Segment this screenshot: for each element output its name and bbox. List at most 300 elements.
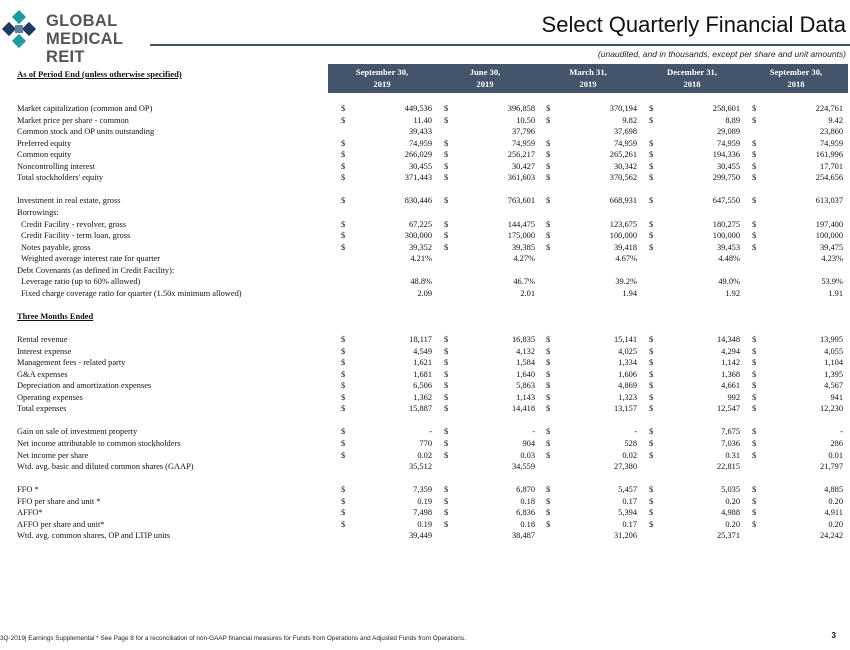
table-cell: 74,959 <box>613 138 637 148</box>
table-row <box>0 253 850 264</box>
table-row <box>0 161 850 172</box>
table-row <box>0 392 850 403</box>
dollar-sign: $ <box>649 150 654 160</box>
table-cell: 12,547 <box>716 404 740 414</box>
row-label: Debt Covenants (as defined in Credit Facility): <box>17 265 175 275</box>
row-label: Credit Facility - term loan, gross <box>21 231 131 241</box>
dollar-sign: $ <box>444 115 449 125</box>
dollar-sign: $ <box>649 161 654 171</box>
table-cell: 144,475 <box>507 219 535 229</box>
table-cell: 1.91 <box>828 288 843 298</box>
dollar-sign: $ <box>444 381 449 391</box>
table-cell: 396,858 <box>507 104 535 113</box>
table-cell: 18,117 <box>409 335 432 344</box>
dollar-sign: $ <box>752 138 757 148</box>
dollar-sign: $ <box>546 196 551 206</box>
dollar-sign: $ <box>546 219 551 229</box>
table-row <box>0 207 850 218</box>
table-cell: 37,698 <box>613 127 637 137</box>
dollar-sign: $ <box>546 346 551 356</box>
table-cell: 48.8% <box>410 277 432 287</box>
table-cell: 0.02 <box>622 450 637 460</box>
table-cell: 1,323 <box>618 392 637 402</box>
column-header <box>746 66 846 90</box>
table-cell: 35,512 <box>408 462 432 472</box>
dollar-sign: $ <box>341 485 346 495</box>
dollar-sign: $ <box>341 450 346 460</box>
table-cell: 7,359 <box>413 485 432 495</box>
table-cell: 7,498 <box>413 508 432 518</box>
table-cell: 29,089 <box>716 127 740 137</box>
page-number: 3 <box>831 631 836 640</box>
dollar-sign: $ <box>752 231 757 241</box>
dollar-sign: $ <box>444 496 449 506</box>
dollar-sign: $ <box>752 150 757 160</box>
row-label: Notes payable, gross <box>21 242 91 252</box>
table-cell: 34,559 <box>511 462 535 472</box>
table-cell: 7,675 <box>721 427 740 437</box>
table-cell: 39,475 <box>819 242 843 252</box>
table-cell: 21,797 <box>819 462 843 472</box>
table-cell: 15,887 <box>408 404 432 414</box>
table-row <box>0 496 850 507</box>
row-label: Fixed charge coverage ratio for quarter (1.50x minimum allowed) <box>21 288 242 298</box>
row-label: FFO * <box>17 485 39 495</box>
table-cell: 4.27% <box>513 254 535 264</box>
dollar-sign: $ <box>546 519 551 529</box>
dollar-sign: $ <box>546 438 551 448</box>
dollar-sign: $ <box>752 381 757 391</box>
column-header-line1: June 30, <box>469 67 501 77</box>
dollar-sign: $ <box>444 335 449 344</box>
table-cell: 180,275 <box>712 219 740 229</box>
table-row <box>0 426 850 437</box>
dollar-sign: $ <box>649 358 654 368</box>
table-cell: 39.2% <box>615 277 637 287</box>
dollar-sign: $ <box>444 346 449 356</box>
table-cell: - <box>840 427 843 437</box>
dollar-sign: $ <box>546 138 551 148</box>
row-label: Borrowings: <box>17 207 59 217</box>
table-cell: 74,959 <box>408 138 432 148</box>
page-title: Select Quarterly Financial Data <box>541 12 846 37</box>
table-cell: 4.48% <box>718 254 740 264</box>
table-cell: 25,371 <box>716 531 740 541</box>
table-row <box>0 507 850 518</box>
table-cell: 7,036 <box>721 438 740 448</box>
table-cell: 1,584 <box>516 358 535 368</box>
dollar-sign: $ <box>341 231 346 241</box>
table-cell: 30,455 <box>408 161 432 171</box>
logo-line-1: GLOBAL <box>46 12 118 30</box>
company-logo <box>0 6 150 66</box>
dollar-sign: $ <box>444 519 449 529</box>
table-row <box>0 369 850 380</box>
row-label: Wtd. avg. basic and diluted common shares (GAAP) <box>17 462 194 472</box>
table-row <box>0 115 850 126</box>
dollar-sign: $ <box>444 508 449 518</box>
dollar-sign: $ <box>752 519 757 529</box>
dollar-sign: $ <box>649 231 654 241</box>
table-cell: 194,336 <box>712 150 740 160</box>
table-cell: 5,035 <box>721 485 740 495</box>
table-row <box>0 288 850 299</box>
dollar-sign: $ <box>444 196 449 206</box>
table-cell: - <box>634 427 637 437</box>
dollar-sign: $ <box>341 381 346 391</box>
table-cell: 0.20 <box>725 519 740 529</box>
dollar-sign: $ <box>444 358 449 368</box>
table-cell: 9.82 <box>622 115 637 125</box>
table-cell: 0.17 <box>622 519 637 529</box>
table-cell: 1,621 <box>413 358 432 368</box>
table-cell: - <box>532 427 535 437</box>
table-cell: 256,217 <box>507 150 535 160</box>
table-cell: 770 <box>419 438 432 448</box>
section-title: Three Months Ended <box>17 311 94 321</box>
table-cell: 14,418 <box>511 404 535 414</box>
table-cell: 1,143 <box>516 392 535 402</box>
row-label: FFO per share and unit * <box>17 496 101 506</box>
table-cell: 4,661 <box>721 381 740 391</box>
dollar-sign: $ <box>444 104 449 113</box>
dollar-sign: $ <box>752 508 757 518</box>
table-cell: 100,000 <box>815 231 843 241</box>
table-row <box>0 461 850 472</box>
table-cell: 74,959 <box>819 138 843 148</box>
table-cell: 0.20 <box>828 519 843 529</box>
table-cell: 0.20 <box>725 496 740 506</box>
table-cell: 0.19 <box>417 496 432 506</box>
dollar-sign: $ <box>546 450 551 460</box>
table-cell: 161,996 <box>815 150 843 160</box>
table-cell: 9.42 <box>828 115 843 125</box>
row-label: Market price per share - common <box>17 115 129 125</box>
dollar-sign: $ <box>752 438 757 448</box>
row-label: AFFO per share and unit* <box>17 519 105 529</box>
dollar-sign: $ <box>649 392 654 402</box>
dollar-sign: $ <box>546 369 551 379</box>
row-label: Noncontrolling interest <box>17 161 95 171</box>
table-cell: 53.9% <box>821 277 843 287</box>
dollar-sign: $ <box>546 173 551 183</box>
table-row <box>0 519 850 530</box>
row-label: Market capitalization (common and OP) <box>17 104 153 113</box>
table-cell: 8.89 <box>725 115 740 125</box>
row-label: G&A expenses <box>17 369 68 379</box>
dollar-sign: $ <box>341 173 346 183</box>
table-cell: 4.67% <box>615 254 637 264</box>
table-cell: 258,601 <box>712 104 740 113</box>
row-label: Interest expense <box>17 346 72 356</box>
table-cell: 370,562 <box>609 173 637 183</box>
table-cell: 992 <box>727 392 740 402</box>
table-cell: 74,959 <box>511 138 535 148</box>
table-cell: 6,870 <box>516 485 535 495</box>
table-cell: 1,142 <box>721 358 740 368</box>
dollar-sign: $ <box>752 404 757 414</box>
dollar-sign: $ <box>341 196 346 206</box>
table-cell: 613,037 <box>815 196 843 206</box>
table-row <box>0 484 850 495</box>
dollar-sign: $ <box>546 231 551 241</box>
dollar-sign: $ <box>444 438 449 448</box>
dollar-sign: $ <box>649 496 654 506</box>
row-label: Credit Facility - revolver, gross <box>21 219 127 229</box>
dollar-sign: $ <box>444 392 449 402</box>
column-header-line1: March 31, <box>569 67 607 77</box>
page-subtitle: (unaudited, and in thousands, except per share and unit amounts) <box>597 49 846 59</box>
table-cell: 299,750 <box>712 173 740 183</box>
table-cell: 0.20 <box>828 496 843 506</box>
column-header-line1: September 30, <box>355 67 409 77</box>
column-header-line2: 2019 <box>579 79 597 89</box>
dollar-sign: $ <box>341 242 346 252</box>
table-cell: 38,487 <box>511 531 535 541</box>
dollar-sign: $ <box>752 496 757 506</box>
table-cell: 668,931 <box>609 196 637 206</box>
dollar-sign: $ <box>752 161 757 171</box>
dollar-sign: $ <box>546 358 551 368</box>
dollar-sign: $ <box>341 358 346 368</box>
dollar-sign: $ <box>341 438 346 448</box>
table-row <box>0 230 850 241</box>
dollar-sign: $ <box>444 450 449 460</box>
dollar-sign: $ <box>546 508 551 518</box>
column-header <box>332 66 432 90</box>
dollar-sign: $ <box>752 115 757 125</box>
dollar-sign: $ <box>649 115 654 125</box>
dollar-sign: $ <box>546 404 551 414</box>
row-label: Leverage ratio (up to 60% allowed) <box>21 277 141 287</box>
column-header <box>538 66 638 90</box>
dollar-sign: $ <box>649 173 654 183</box>
table-row <box>0 276 850 287</box>
dollar-sign: $ <box>649 450 654 460</box>
column-header-line2: 2019 <box>476 79 494 89</box>
dollar-sign: $ <box>752 369 757 379</box>
dollar-sign: $ <box>752 450 757 460</box>
section-header-row <box>0 311 850 322</box>
dollar-sign: $ <box>546 427 551 437</box>
table-cell: 528 <box>624 438 637 448</box>
dollar-sign: $ <box>649 485 654 495</box>
row-label: Management fees - related party <box>17 358 126 368</box>
dollar-sign: $ <box>444 150 449 160</box>
dollar-sign: $ <box>444 404 449 414</box>
table-cell: 14,348 <box>716 335 740 344</box>
dollar-sign: $ <box>752 335 757 344</box>
dollar-sign: $ <box>341 369 346 379</box>
table-cell: 31,206 <box>613 531 637 541</box>
dollar-sign: $ <box>444 219 449 229</box>
dollar-sign: $ <box>752 242 757 252</box>
table-cell: 1,606 <box>618 369 637 379</box>
table-cell: 449,536 <box>404 104 432 113</box>
table-cell: 4.21% <box>410 254 432 264</box>
dollar-sign: $ <box>752 196 757 206</box>
table-row <box>0 334 850 345</box>
row-label: Wtd. avg. common shares, OP and LTIP units <box>17 531 171 541</box>
dollar-sign: $ <box>444 369 449 379</box>
dollar-sign: $ <box>546 496 551 506</box>
table-cell: 370,194 <box>609 104 637 113</box>
table-cell: 37,796 <box>511 127 535 137</box>
table-cell: 5,457 <box>618 485 637 495</box>
column-header-line2: 2018 <box>787 79 805 89</box>
dollar-sign: $ <box>546 335 551 344</box>
table-cell: 941 <box>830 392 843 402</box>
table-row <box>0 219 850 230</box>
header-rule <box>150 44 850 46</box>
column-header <box>642 66 742 90</box>
table-cell: 100,000 <box>609 231 637 241</box>
row-label: Common stock and OP units outstanding <box>17 127 155 137</box>
dollar-sign: $ <box>546 104 551 113</box>
dollar-sign: $ <box>444 485 449 495</box>
table-cell: 266,029 <box>404 150 432 160</box>
table-cell: - <box>429 427 432 437</box>
table-cell: 5,394 <box>618 508 637 518</box>
table-cell: 1,368 <box>721 369 740 379</box>
table-cell: 4,567 <box>824 381 843 391</box>
dollar-sign: $ <box>444 138 449 148</box>
table-cell: 16,835 <box>511 335 535 344</box>
dollar-sign: $ <box>341 508 346 518</box>
dollar-sign: $ <box>341 115 346 125</box>
table-cell: 30,342 <box>613 161 637 171</box>
table-cell: 12,230 <box>819 404 843 414</box>
table-row <box>0 138 850 149</box>
dollar-sign: $ <box>752 392 757 402</box>
dollar-sign: $ <box>546 381 551 391</box>
table-cell: 4.23% <box>821 254 843 264</box>
table-row <box>0 450 850 461</box>
table-cell: 46.7% <box>513 277 535 287</box>
table-cell: 647,550 <box>712 196 740 206</box>
table-cell: 100,000 <box>712 231 740 241</box>
table-cell: 265,261 <box>609 150 637 160</box>
table-row <box>0 242 850 253</box>
table-cell: 1.92 <box>725 288 740 298</box>
table-cell: 0.18 <box>520 496 535 506</box>
dollar-sign: $ <box>752 346 757 356</box>
dollar-sign: $ <box>752 427 757 437</box>
table-row <box>0 126 850 137</box>
table-cell: 1,640 <box>516 369 535 379</box>
table-cell: 39,449 <box>408 531 432 541</box>
row-label: Investment in real estate, gross <box>17 196 121 206</box>
column-header-line1: December 31, <box>667 67 717 77</box>
dollar-sign: $ <box>444 427 449 437</box>
row-label: Net income per share <box>17 450 89 460</box>
table-cell: 23,860 <box>819 127 843 137</box>
row-label: Total expenses <box>17 404 67 414</box>
dollar-sign: $ <box>546 242 551 252</box>
table-cell: 15,141 <box>613 335 637 344</box>
dollar-sign: $ <box>341 392 346 402</box>
dollar-sign: $ <box>341 335 346 344</box>
footer-note: 3Q-2019| Earnings Supplemental * See Page 8 for a reconciliation of non-GAAP financial measures for Funds from Operations and Adjusted Funds from Operations. <box>0 635 466 642</box>
table-cell: 0.31 <box>725 450 740 460</box>
as-of-label: As of Period End (unless otherwise specified) <box>17 69 182 79</box>
row-label: Common equity <box>17 150 72 160</box>
table-cell: 123,675 <box>609 219 637 229</box>
table-cell: 904 <box>522 438 535 448</box>
table-cell: 27,380 <box>613 462 637 472</box>
table-cell: 5,863 <box>516 381 535 391</box>
table-cell: 22,815 <box>716 462 740 472</box>
table-cell: 224,761 <box>815 104 843 113</box>
dollar-sign: $ <box>752 219 757 229</box>
table-cell: 300,000 <box>404 231 432 241</box>
dollar-sign: $ <box>752 358 757 368</box>
table-cell: 4,885 <box>824 485 843 495</box>
table-cell: 39,352 <box>408 242 432 252</box>
dollar-sign: $ <box>649 381 654 391</box>
table-cell: 2.09 <box>417 288 432 298</box>
row-label: Total stockholders' equity <box>17 173 104 183</box>
table-row <box>0 357 850 368</box>
dollar-sign: $ <box>649 404 654 414</box>
table-cell: 30,427 <box>511 161 535 171</box>
table-cell: 1,395 <box>824 369 843 379</box>
table-cell: 4,988 <box>721 508 740 518</box>
dollar-sign: $ <box>649 196 654 206</box>
table-cell: 1,681 <box>413 369 432 379</box>
dollar-sign: $ <box>649 519 654 529</box>
table-cell: 4,869 <box>618 381 637 391</box>
table-cell: 13,157 <box>613 404 637 414</box>
logo-line-2: MEDICAL REIT <box>46 30 123 66</box>
row-label: Depreciation and amortization expenses <box>17 381 152 391</box>
table-cell: 49.0% <box>718 277 740 287</box>
logo-text <box>46 12 150 66</box>
dollar-sign: $ <box>341 219 346 229</box>
row-label: AFFO* <box>17 508 43 518</box>
dollar-sign: $ <box>546 161 551 171</box>
table-cell: 763,601 <box>507 196 535 206</box>
dollar-sign: $ <box>649 369 654 379</box>
table-cell: 11.40 <box>413 115 432 125</box>
table-cell: 0.17 <box>622 496 637 506</box>
table-cell: 1,362 <box>413 392 432 402</box>
row-label: Operating expenses <box>17 392 83 402</box>
table-cell: 30,455 <box>716 161 740 171</box>
column-header-line1: September 30, <box>769 67 823 77</box>
logo-mark-icon <box>0 10 40 50</box>
dollar-sign: $ <box>649 138 654 148</box>
dollar-sign: $ <box>341 404 346 414</box>
table-cell: 286 <box>830 438 843 448</box>
table-cell: 4,025 <box>618 346 637 356</box>
dollar-sign: $ <box>341 104 346 113</box>
dollar-sign: $ <box>341 150 346 160</box>
table-cell: 39,453 <box>716 242 740 252</box>
table-row <box>0 149 850 160</box>
table-cell: 4,294 <box>721 346 740 356</box>
dollar-sign: $ <box>752 485 757 495</box>
table-cell: 0.18 <box>520 519 535 529</box>
table-cell: 0.02 <box>417 450 432 460</box>
table-cell: 197,400 <box>815 219 843 229</box>
table-row <box>0 195 850 206</box>
table-cell: 254,656 <box>815 173 843 183</box>
row-label: Weighted average interest rate for quarter <box>21 254 161 264</box>
row-label: Preferred equity <box>17 138 72 148</box>
dollar-sign: $ <box>341 346 346 356</box>
dollar-sign: $ <box>649 335 654 344</box>
